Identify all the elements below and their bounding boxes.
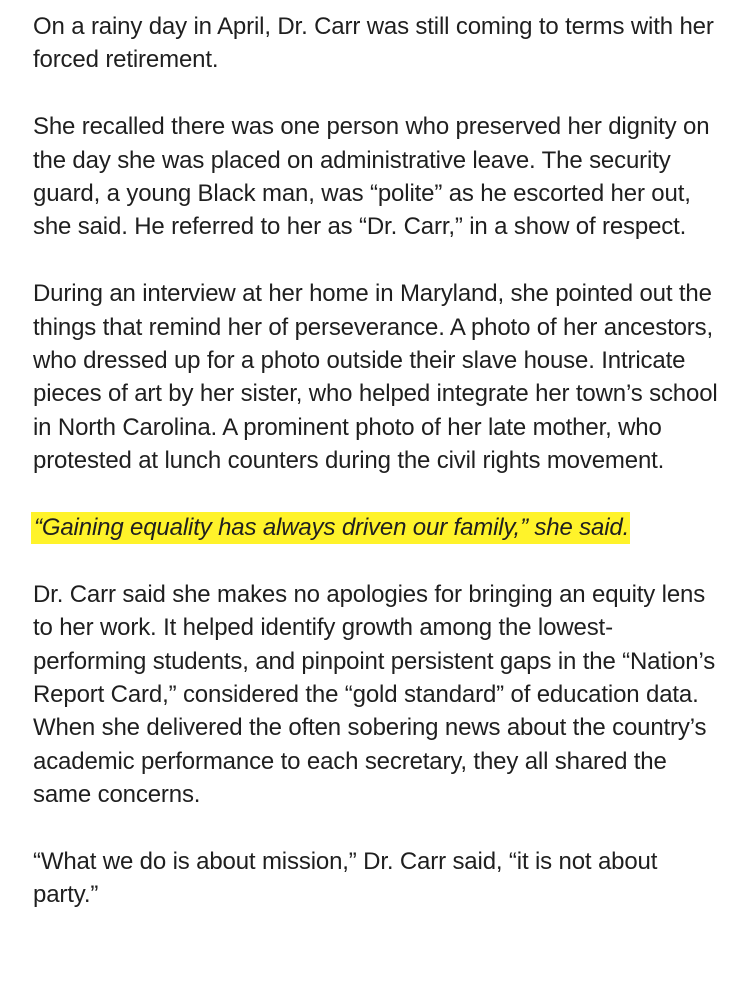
highlighted-quote-paragraph <box>33 511 723 544</box>
paragraph-equity-lens: Dr. Carr said she makes no apologies for bringing an equity lens to her work. It helped identify growth among the lowest-performing students, and pinpoint persistent gaps in the “Nation’s Report Card,” considered the “gold standard” of education data. When she delivered the often sobering news about the country’s academic performance to each secretary, they all shared the same concerns. <box>33 580 716 809</box>
paragraph-mission-quote: “What we do is about mission,” Dr. Carr said, “it is not about party.” <box>33 848 658 909</box>
article-body <box>33 10 723 945</box>
highlighted-quote: “Gaining equality has always driven our family,” she said. <box>31 512 630 544</box>
paragraph-security-guard: She recalled there was one person who preserved her dignity on the day she was placed on administrative leave. The security guard, a young Black man, was “polite” as he escorted her out, she said. He referred to her as “Dr. Carr,” in a show of respect. <box>33 113 710 241</box>
paragraph-home-interview: During an interview at her home in Maryland, she pointed out the things that remind her of perseverance. A photo of her ancestors, who dressed up for a photo outside their slave house. Intricate pieces of art by her sister, who helped integrate her town’s school in North Carolina. A prominent photo of her late mother, who protested at lunch counters during the civil rights movement. <box>33 280 718 475</box>
paragraph-retirement: On a rainy day in April, Dr. Carr was still coming to terms with her forced retirement. <box>33 13 714 74</box>
